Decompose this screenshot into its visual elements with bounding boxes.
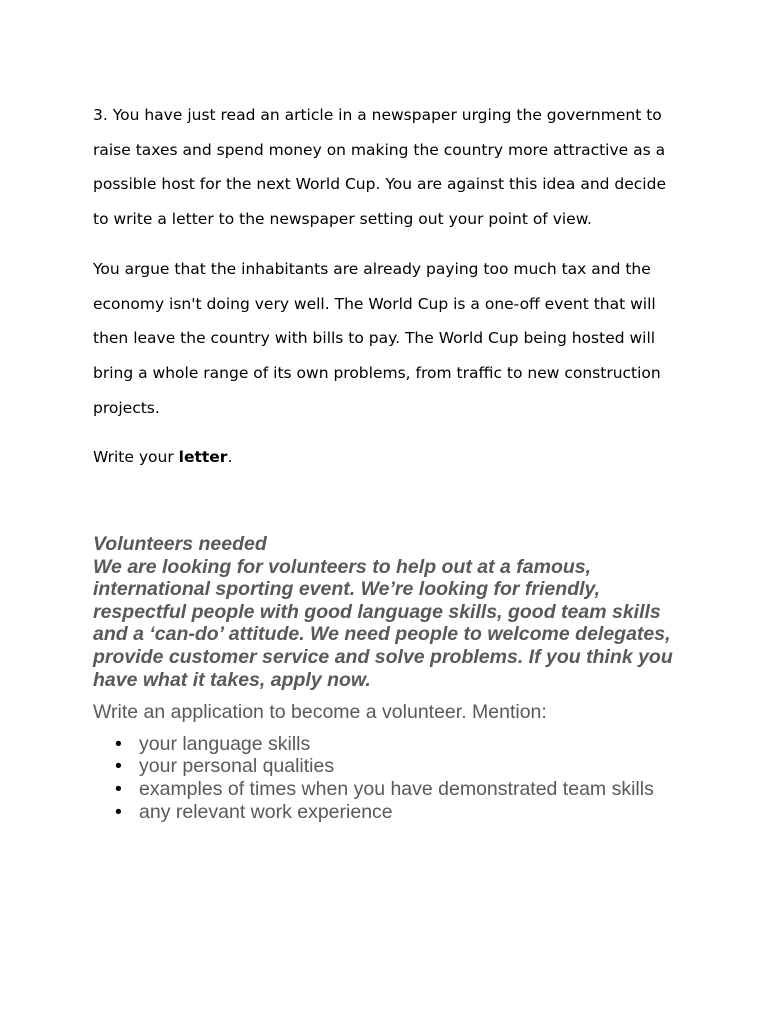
bullet-icon: •	[115, 755, 122, 778]
list-item-text: any relevant work experience	[139, 800, 393, 823]
list-item	[93, 801, 659, 824]
list-item-text: your personal qualities	[139, 755, 335, 778]
task-instruction-suffix: .	[227, 448, 233, 467]
writing-task	[93, 98, 683, 475]
task-paragraph-1: 3. You have just read an article in a newspaper urging the government to raise taxes and spend money on making the country more attractive as a possible host for the next World Cup. You are against this idea and decide to write a letter to the newspaper setting out your point of view.	[93, 106, 666, 229]
task-instruction-keyword: letter	[178, 448, 228, 467]
volunteer-advert	[93, 533, 693, 823]
bullet-icon: •	[115, 777, 122, 800]
bullet-icon: •	[115, 732, 122, 755]
application-instruction: Write an application to become a volunteer. Mention:	[93, 701, 547, 724]
task-paragraph-2: You argue that the inhabitants are already paying too much tax and the economy isn't doing very well. The World Cup is a one-off event that will then leave the country with bills to pay. The World Cup being hosted will bring a whole range of its own problems, from traffic to new construction projects.	[93, 259, 661, 417]
advert-body: We are looking for volunteers to help out at a famous, international sporting event. We’re looking for friendly, respectful people with good language skills, good team skills and a ‘can-do’ attitude. We need people to welcome delegates, provide customer service and solve problems. If you think you have what it takes, apply now.	[93, 555, 673, 691]
list-item-text: your language skills	[139, 732, 311, 755]
list-item	[93, 733, 659, 756]
task-instruction-prefix: Write your	[93, 448, 179, 467]
bullet-icon: •	[115, 800, 122, 823]
list-item-text: examples of times when you have demonstrated team skills	[139, 777, 654, 800]
task-instruction	[93, 440, 683, 475]
list-item	[93, 755, 659, 778]
mention-list	[93, 733, 693, 823]
advert-heading: Volunteers needed	[93, 533, 267, 555]
list-item	[93, 778, 659, 801]
